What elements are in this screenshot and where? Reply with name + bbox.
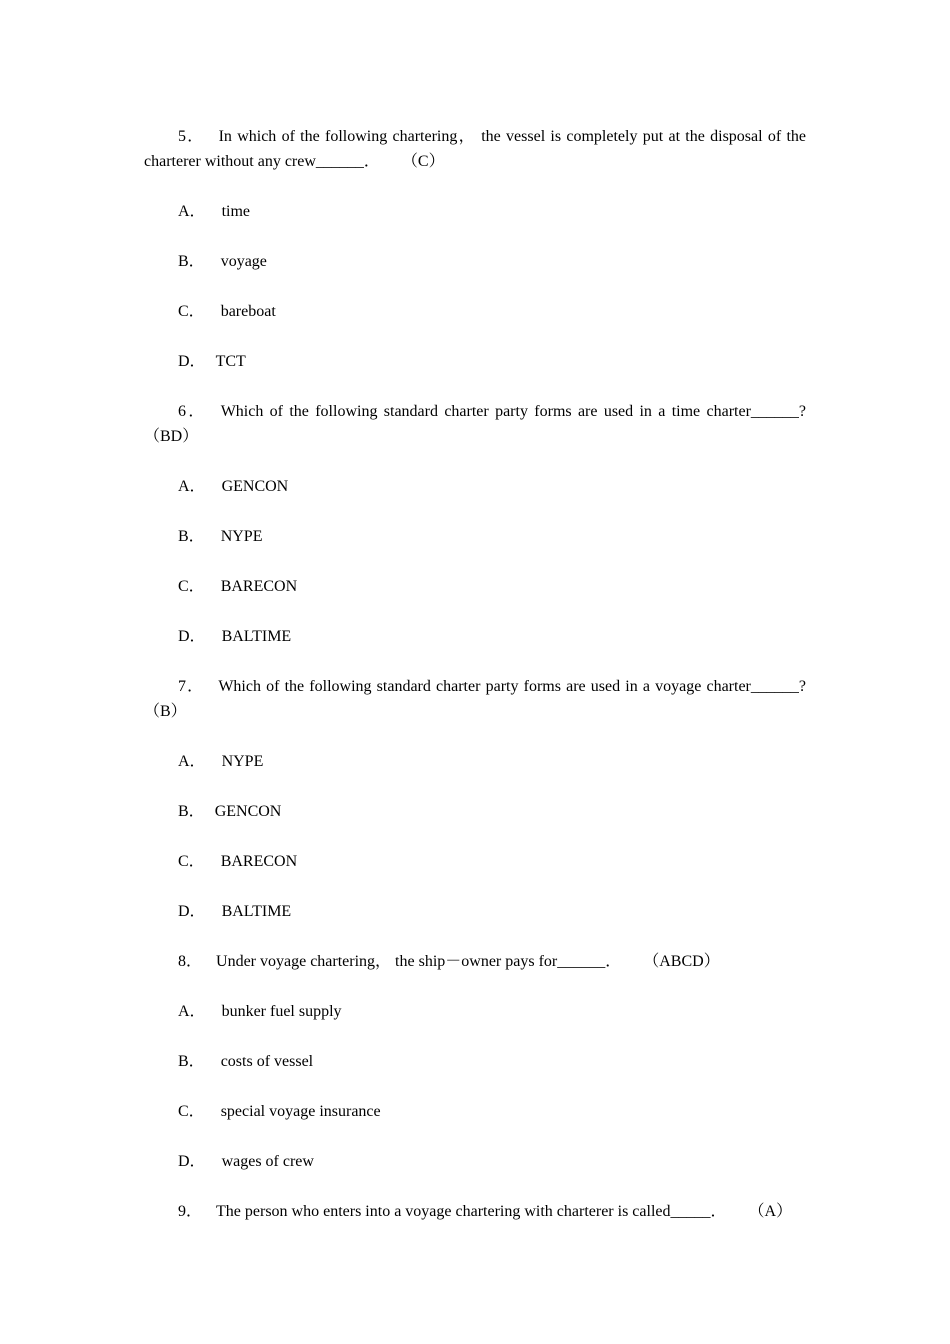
question-stem xyxy=(144,124,806,174)
option-text: bareboat xyxy=(220,303,276,320)
option-d xyxy=(144,1149,806,1174)
option-letter: D． xyxy=(178,353,206,370)
question-8 xyxy=(144,949,806,1174)
question-answer: （A） xyxy=(748,1203,793,1220)
question-number: 9． xyxy=(178,1203,203,1220)
option-letter: A． xyxy=(178,1003,206,1020)
question-9 xyxy=(144,1199,806,1224)
question-number: 7． xyxy=(178,678,205,695)
option-d xyxy=(144,624,806,649)
option-letter: A． xyxy=(178,753,206,770)
option-letter: C． xyxy=(178,853,205,870)
question-number: 8． xyxy=(178,953,203,970)
option-b xyxy=(144,1049,806,1074)
question-text: The person who enters into a voyage chartering with charterer is called_____． xyxy=(216,1203,727,1220)
option-letter: C． xyxy=(178,578,205,595)
question-text: Which of the following standard charter party forms are used in a time charter______? xyxy=(220,403,806,420)
document-page xyxy=(144,124,806,1249)
option-b xyxy=(144,249,806,274)
option-text: voyage xyxy=(220,253,267,270)
option-b xyxy=(144,524,806,549)
option-letter: D． xyxy=(178,903,206,920)
option-text: special voyage insurance xyxy=(220,1103,381,1120)
question-6 xyxy=(144,399,806,649)
option-text: GENCON xyxy=(214,803,282,820)
option-letter: B． xyxy=(178,253,205,270)
option-letter: A． xyxy=(178,203,206,220)
option-a xyxy=(144,999,806,1024)
option-a xyxy=(144,749,806,774)
option-text: bunker fuel supply xyxy=(221,1003,342,1020)
option-letter: B． xyxy=(178,1053,205,1070)
option-letter: B． xyxy=(178,528,205,545)
option-text: TCT xyxy=(215,353,246,370)
option-a xyxy=(144,474,806,499)
option-c xyxy=(144,1099,806,1124)
question-stem xyxy=(144,674,806,724)
question-5 xyxy=(144,124,806,374)
option-c xyxy=(144,299,806,324)
option-text: GENCON xyxy=(221,478,289,495)
option-letter: D． xyxy=(178,1153,206,1170)
option-d xyxy=(144,349,806,374)
option-d xyxy=(144,899,806,924)
question-answer: （ABCD） xyxy=(643,953,720,970)
option-text: NYPE xyxy=(221,753,264,770)
question-stem xyxy=(144,399,806,449)
option-letter: C． xyxy=(178,303,205,320)
question-text: Under voyage chartering， the ship－owner pays for______． xyxy=(216,953,622,970)
option-text: BARECON xyxy=(220,578,298,595)
question-answer: （BD） xyxy=(144,428,199,445)
option-letter: B． xyxy=(178,803,205,820)
option-text: BALTIME xyxy=(221,903,292,920)
option-letter: A． xyxy=(178,478,206,495)
question-number: 6． xyxy=(178,403,207,420)
option-text: time xyxy=(221,203,250,220)
option-letter: C． xyxy=(178,1103,205,1120)
question-number: 5． xyxy=(178,128,205,145)
option-c xyxy=(144,574,806,599)
option-text: BALTIME xyxy=(221,628,292,645)
option-text: BARECON xyxy=(220,853,298,870)
question-stem xyxy=(144,949,806,974)
option-text: NYPE xyxy=(220,528,263,545)
question-stem xyxy=(144,1199,806,1224)
option-text: costs of vessel xyxy=(220,1053,314,1070)
option-b xyxy=(144,799,806,824)
question-text: In which of the following chartering， the vessel is completely put at the disposal of the charterer without any crew______． xyxy=(144,128,806,170)
question-answer: （B） xyxy=(144,703,187,720)
option-c xyxy=(144,849,806,874)
option-letter: D． xyxy=(178,628,206,645)
question-text: Which of the following standard charter party forms are used in a voyage charter______? xyxy=(218,678,806,695)
option-text: wages of crew xyxy=(221,1153,314,1170)
question-answer: （C） xyxy=(401,153,445,170)
question-7 xyxy=(144,674,806,924)
option-a xyxy=(144,199,806,224)
